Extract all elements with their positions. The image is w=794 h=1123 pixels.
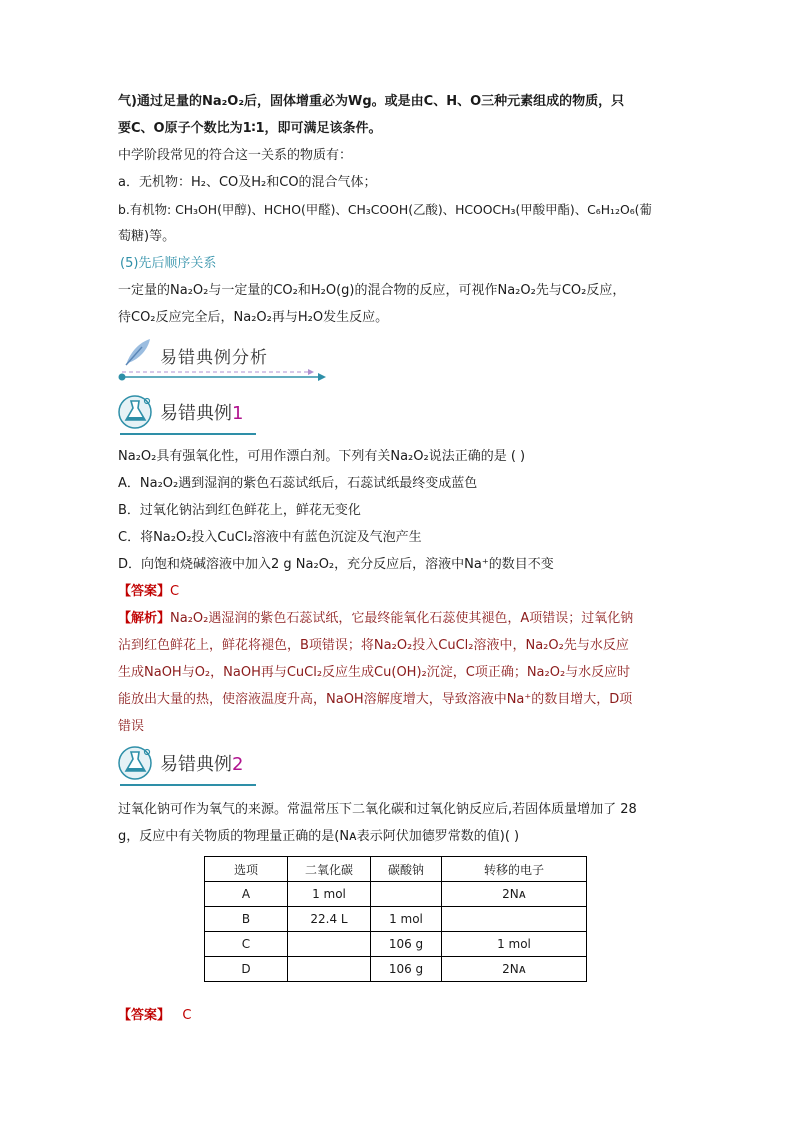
- table-cell: 106 g: [371, 932, 442, 957]
- table-header-cell: 选项: [205, 857, 288, 882]
- analysis-tag: 【解析】: [118, 611, 171, 626]
- example-1-number: 1: [232, 403, 244, 424]
- ex1-analysis: [118, 605, 678, 740]
- example-2-title-text: 易错典例: [160, 754, 232, 775]
- intro-line-1: 气)通过足量的Na₂O₂后，固体增重必为Wg。或是由C、H、O三种元素组成的物质，只: [118, 94, 625, 109]
- example-1-title-text: 易错典例: [160, 403, 232, 424]
- ex1-option-d: D．向饱和烧碱溶液中加入2 g Na₂O₂，充分反应后，溶液中Na⁺的数目不变: [118, 557, 554, 572]
- analysis-line-1: Na₂O₂遇湿润的紫色石蕊试纸，它最终能氧化石蕊使其褪色，A项错误；过氧化钠: [170, 611, 634, 626]
- example-2-underline: [120, 784, 256, 786]
- ex2-stem-2: g，反应中有关物质的物理量正确的是(Nᴀ表示阿伏加德罗常数的值)( ): [118, 829, 520, 844]
- intro-line-4: a．无机物：H₂、CO及H₂和CO的混合气体；: [118, 175, 377, 190]
- table-cell: [371, 882, 442, 907]
- table-header-cell: 转移的电子: [442, 857, 587, 882]
- analysis-line-2: 沾到红色鲜花上，鲜花将褪色，B项错误；将Na₂O₂投入CuCl₂溶液中，Na₂O₂先与水反应: [118, 638, 629, 653]
- table-cell: C: [205, 932, 288, 957]
- ex1-stem: Na₂O₂具有强氧化性，可用作漂白剂。下列有关Na₂O₂说法正确的是 ( ): [118, 449, 526, 464]
- analysis-line-3: 生成NaOH与O₂，NaOH再与CuCl₂反应生成Cu(OH)₂沉淀，C项正确；Na₂O₂与水反应时: [118, 665, 631, 680]
- section-banner: [118, 337, 678, 389]
- answer-tag: 【答案】: [118, 584, 171, 599]
- table-cell: 1 mol: [288, 882, 371, 907]
- table-cell: 22.4 L: [288, 907, 371, 932]
- table-row: [205, 957, 587, 982]
- table-row: [205, 932, 587, 957]
- order-line-2: 待CO₂反应完全后，Na₂O₂再与H₂O发生反应。: [118, 310, 389, 325]
- example-2-header: [118, 744, 678, 788]
- answer-value: C: [182, 1008, 192, 1023]
- table-cell: 2Nᴀ: [442, 957, 587, 982]
- ex1-option-a: A．Na₂O₂遇到湿润的紫色石蕊试纸后，石蕊试纸最终变成蓝色: [118, 476, 478, 491]
- table-cell: [442, 907, 587, 932]
- table-cell: [288, 932, 371, 957]
- table-cell: A: [205, 882, 288, 907]
- example-2-title: [160, 750, 243, 776]
- ex2-table: [204, 856, 587, 982]
- intro-line-3: 中学阶段常见的符合这一关系的物质有：: [118, 148, 353, 163]
- intro-line-6: 萄糖)等。: [118, 229, 176, 244]
- ex1-answer: [118, 578, 678, 605]
- table-cell: D: [205, 957, 288, 982]
- ex1-option-b: B．过氧化钠沾到红色鲜花上，鲜花无变化: [118, 503, 361, 518]
- table-cell: 1 mol: [442, 932, 587, 957]
- table-cell: 2Nᴀ: [442, 882, 587, 907]
- table-row: [205, 907, 587, 932]
- table-cell: 1 mol: [371, 907, 442, 932]
- order-line-1: 一定量的Na₂O₂与一定量的CO₂和H₂O(g)的混合物的反应，可视作Na₂O₂先与CO₂反应，: [118, 283, 626, 298]
- flask-icon: [118, 744, 156, 786]
- analysis-line-5: 错误: [118, 719, 145, 734]
- answer-tag: 【答案】: [118, 1008, 171, 1023]
- document-page: [118, 88, 678, 1029]
- flask-icon: [118, 393, 156, 435]
- example-1-header: [118, 393, 678, 437]
- intro-line-5: b.有机物: CH₃OH(甲醇)、HCHO(甲醛)、CH₃COOH(乙酸)、HCOOCH₃(甲酸甲酯)、C₆H₁₂O₆(葡: [118, 202, 652, 217]
- intro-line-2: 要C、O原子个数比为1∶1，即可满足该条件。: [118, 121, 382, 136]
- table-header-row: [205, 857, 587, 882]
- example-1-underline: [120, 433, 256, 435]
- answer-value: C: [170, 584, 180, 599]
- table-header-cell: 二氧化碳: [288, 857, 371, 882]
- section-title: 易错典例分析: [160, 348, 268, 368]
- example-2-number: 2: [232, 754, 244, 775]
- table-row: [205, 882, 587, 907]
- analysis-line-4: 能放出大量的热，使溶液温度升高，NaOH溶解度增大，导致溶液中Na⁺的数目增大，D项: [118, 692, 633, 707]
- example-1-title: [160, 399, 243, 425]
- ex1-option-c: C．将Na₂O₂投入CuCl₂溶液中有蓝色沉淀及气泡产生: [118, 530, 422, 545]
- table-cell: 106 g: [371, 957, 442, 982]
- table-cell: B: [205, 907, 288, 932]
- banner-arrow: [118, 369, 328, 385]
- ex2-answer: [118, 1002, 678, 1029]
- order-heading: (5)先后顺序关系: [120, 256, 217, 271]
- quill-icon: [120, 337, 154, 371]
- table-cell: [288, 957, 371, 982]
- ex2-stem-1: 过氧化钠可作为氧气的来源。常温常压下二氧化碳和过氧化钠反应后,若固体质量增加了 28: [118, 802, 637, 817]
- table-header-cell: 碳酸钠: [371, 857, 442, 882]
